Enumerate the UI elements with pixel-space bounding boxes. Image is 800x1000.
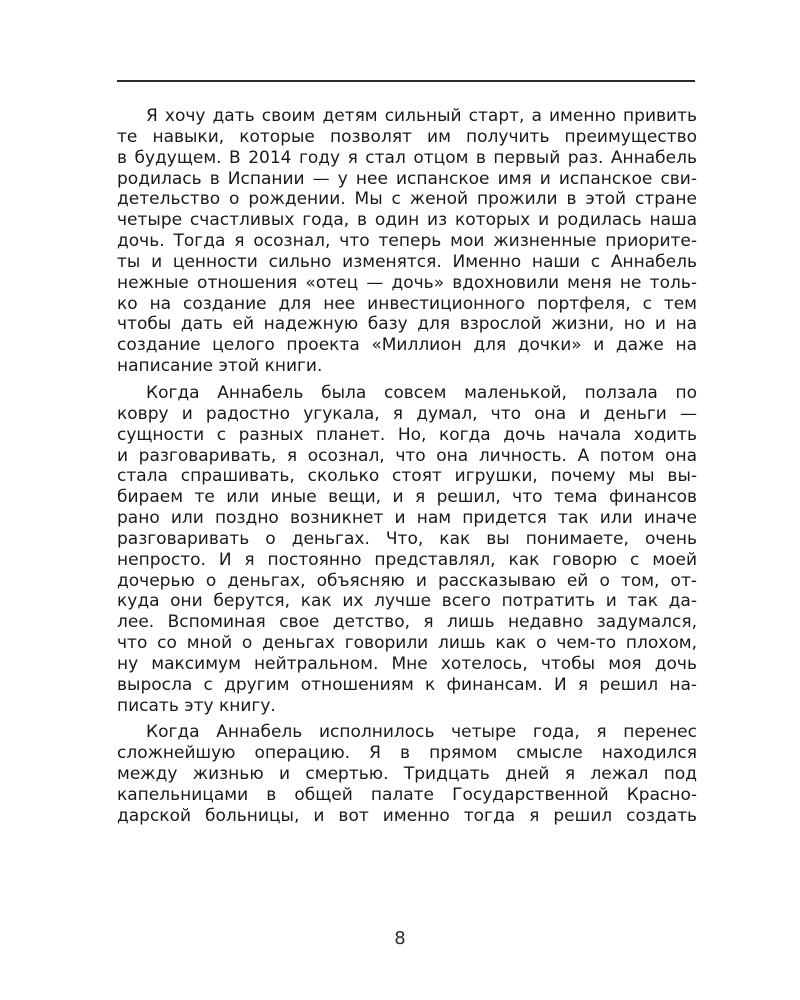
- text-line: дочерью о деньгах, объясняю и рассказываю ей о том, от-: [117, 570, 697, 591]
- text-line: бираем те или иные вещи, и я решил, что тема финансов: [117, 487, 697, 508]
- text-line: дочь. Тогда я осознал, что теперь мои жизненные приорите-: [117, 231, 697, 252]
- text-line: что со мной о деньгах говорили лишь как о чем-то плохом,: [117, 633, 697, 654]
- text-line: куда они берутся, как их лучше всего потратить и так да-: [117, 591, 697, 612]
- text-line: Когда Аннабель исполнилось четыре года, я перенес: [146, 722, 697, 743]
- text-line: рано или поздно возникнет и нам придется так или иначе: [117, 508, 697, 529]
- text-line: дарской больницы, и вот именно тогда я решил создать: [117, 805, 697, 826]
- text-line: ну максимум нейтральном. Мне хотелось, чтобы моя дочь: [117, 653, 697, 674]
- text-line: родилась в Испании — у нее испанское имя и испанское сви-: [117, 168, 697, 189]
- body-text: [117, 106, 697, 827]
- text-line: детельство о рождении. Мы с женой прожили в этой стране: [117, 189, 697, 210]
- text-line: непросто. И я постоянно представлял, как говорю с моей: [117, 549, 697, 570]
- paragraph: [117, 722, 697, 826]
- text-line: разговаривать о деньгах. Что, как вы понимаете, очень: [117, 528, 697, 549]
- text-line: нежные отношения «отец — дочь» вдохновили меня не толь-: [117, 272, 697, 293]
- header-rule: [117, 80, 695, 82]
- text-line: те навыки, которые позволят им получить преимущество: [117, 126, 697, 147]
- text-line: капельницами в общей палате Государственной Красно-: [117, 785, 697, 805]
- paragraph: [117, 106, 697, 377]
- page-number: 8: [394, 928, 406, 949]
- text-line: Когда Аннабель была совсем маленькой, ползала по: [146, 382, 697, 403]
- text-line: ко на создание для нее инвестиционного портфеля, с тем: [117, 293, 697, 314]
- text-line: чтобы дать ей надежную базу для взрослой жизни, но и на: [117, 314, 697, 335]
- text-line: сложнейшую операцию. Я в прямом смысле находился: [117, 743, 697, 764]
- text-line: создание целого проекта «Миллион для дочки» и даже на: [117, 335, 697, 356]
- text-line: написание этой книги.: [117, 356, 323, 377]
- paragraph: [117, 383, 697, 717]
- text-line: ты и ценности сильно изменятся. Именно наши с Аннабель: [117, 251, 697, 272]
- text-line: писать эту книгу.: [117, 695, 276, 716]
- text-line: и разговаривать, я осознал, что она личность. А потом она: [117, 445, 697, 466]
- text-line: выросла с другим отношениям к финансам. И я решил на-: [117, 674, 697, 695]
- text-line: ковру и радостно угукала, я думал, что она и деньги —: [117, 403, 697, 424]
- text-line: между жизнью и смертью. Тридцать дней я лежал под: [117, 764, 697, 785]
- text-line: четыре счастливых года, в один из которых и родилась наша: [117, 210, 697, 231]
- text-line: Я хочу дать своим детям сильный старт, а именно привить: [146, 106, 697, 126]
- text-line: сущности с разных планет. Но, когда дочь начала ходить: [117, 424, 697, 445]
- text-line: стала спрашивать, сколько стоят игрушки, почему мы вы-: [117, 466, 697, 487]
- text-line: лее. Вспоминая свое детство, я лишь недавно задумался,: [117, 612, 697, 633]
- text-line: в будущем. В 2014 году я стал отцом в первый раз. Аннабель: [117, 147, 697, 168]
